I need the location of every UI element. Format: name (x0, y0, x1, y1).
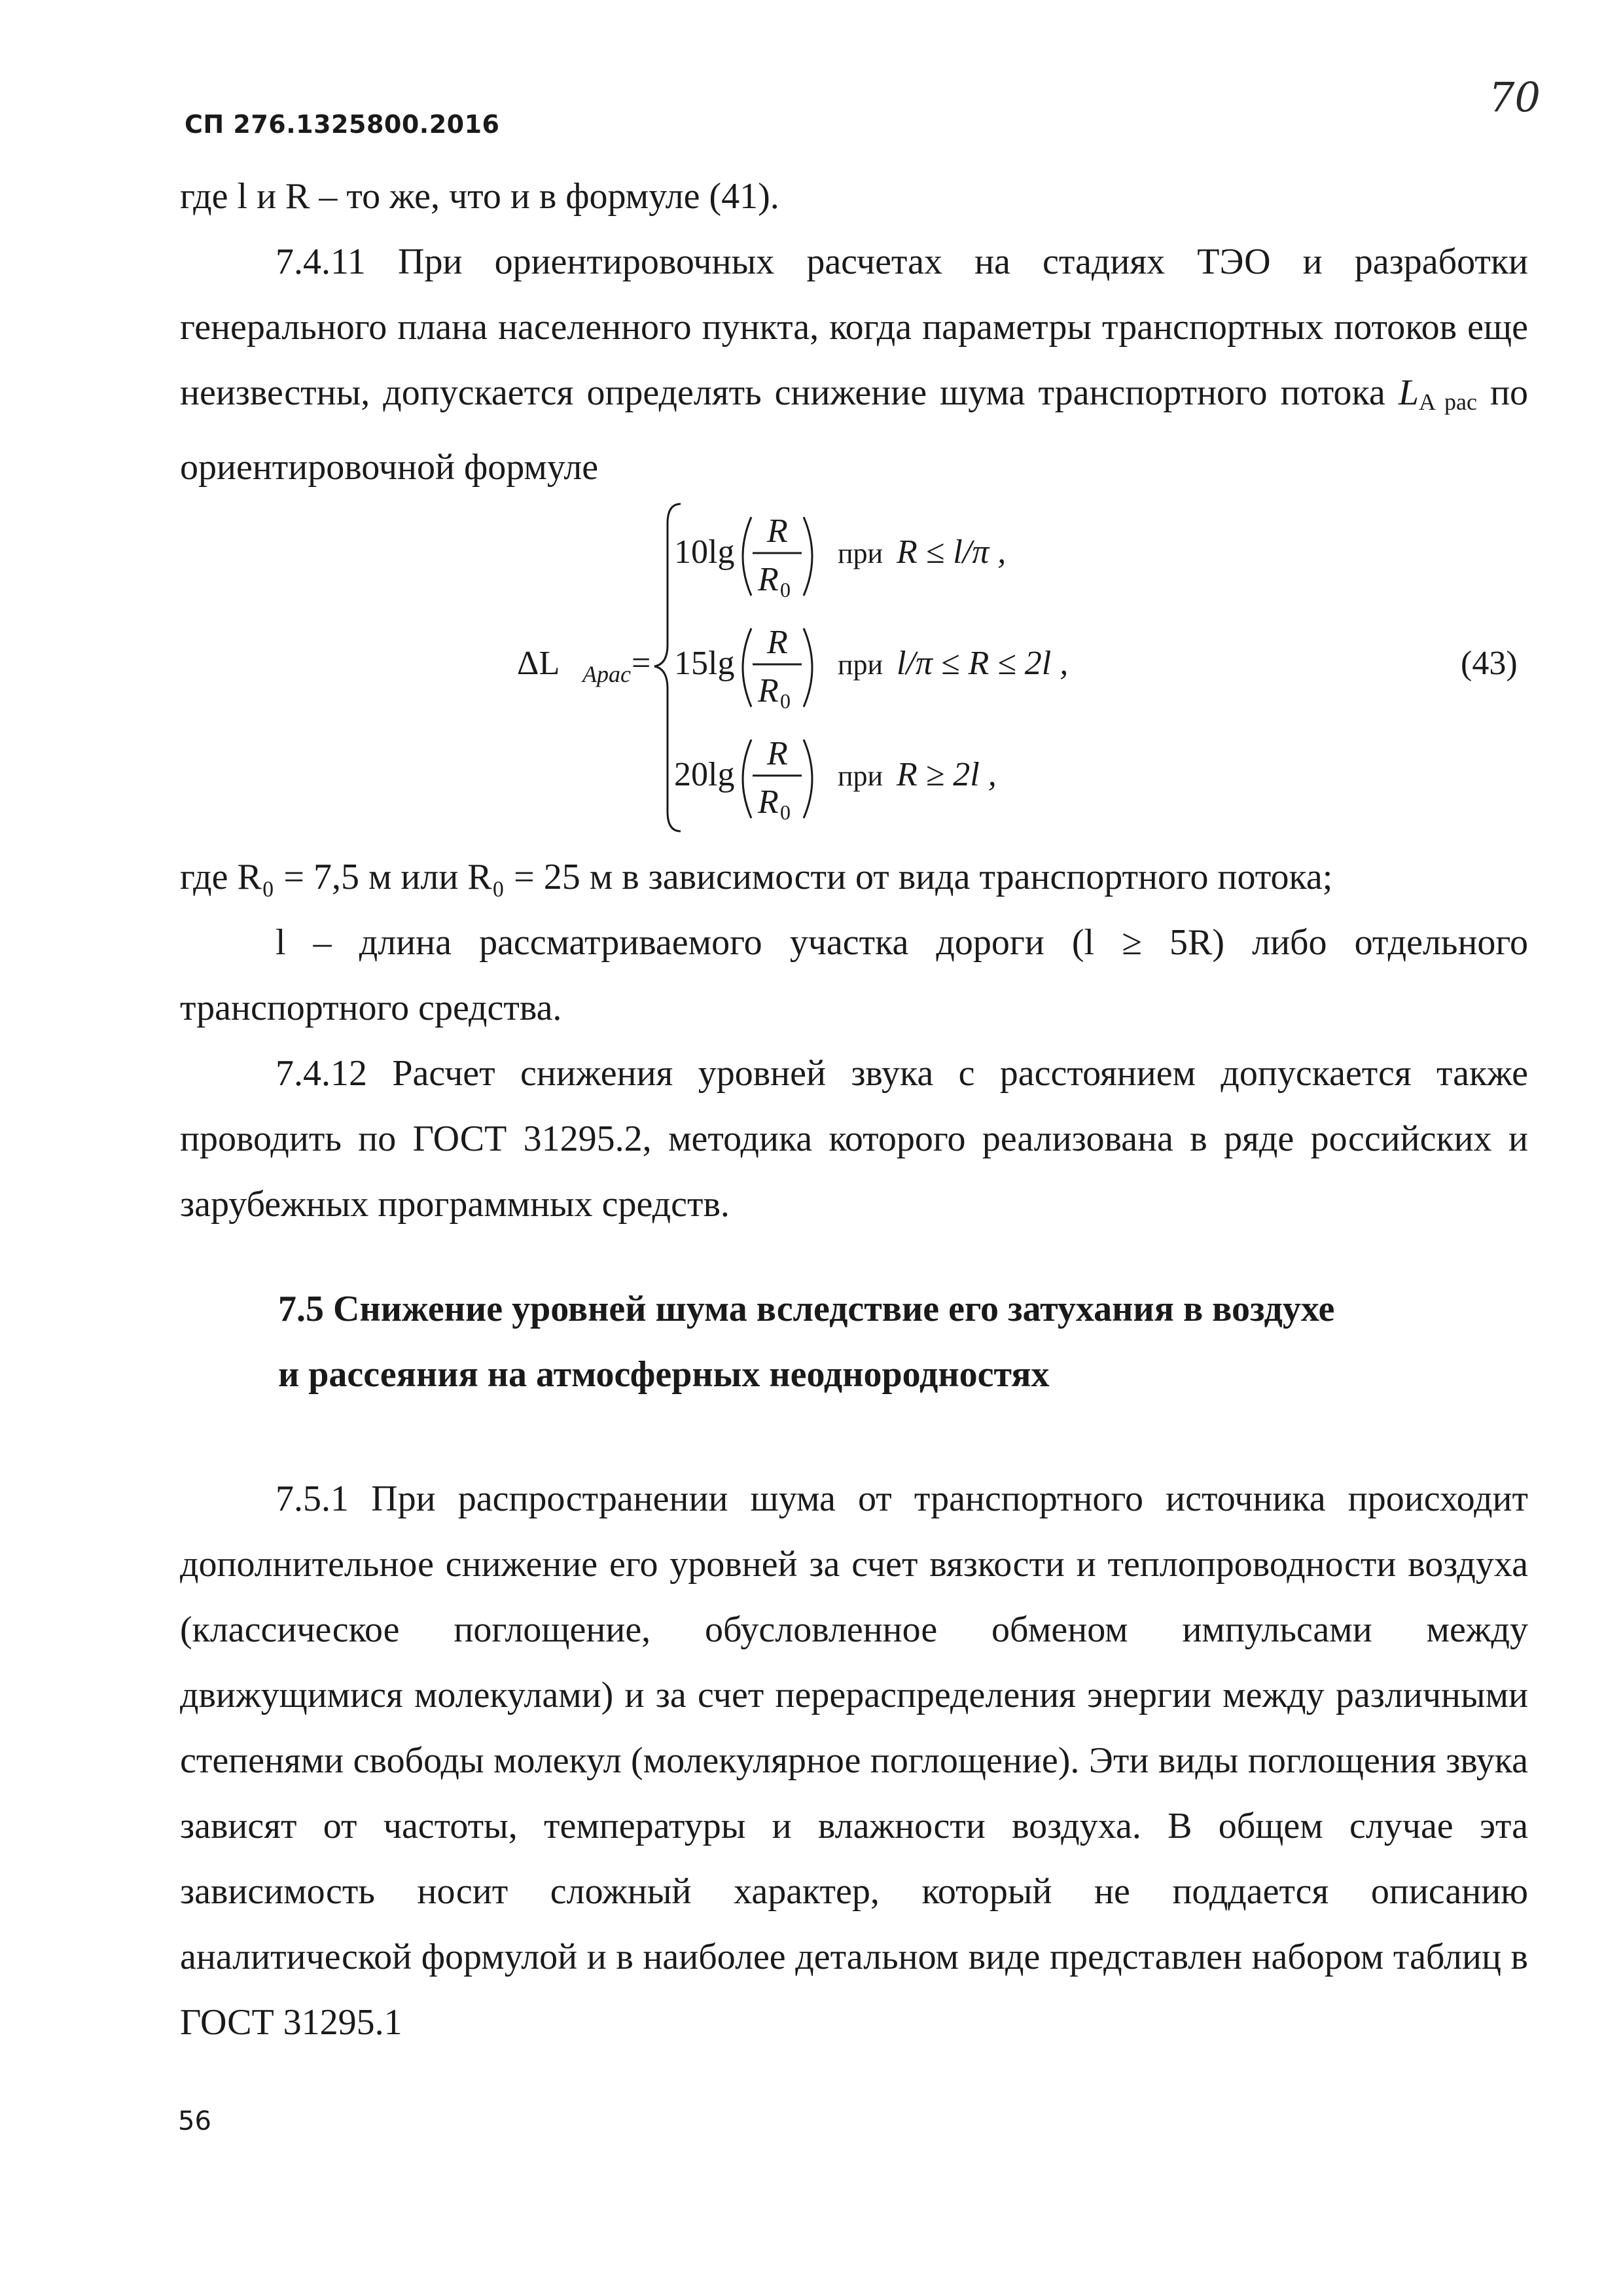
case-3-rparen (804, 740, 812, 818)
case-1-num: R (767, 512, 788, 550)
section-heading-7-5-line-1: 7.5 Снижение уровней шума вследствие его затухания в воздухе (278, 1289, 1335, 1329)
case-1-coef: 10lg (674, 533, 735, 571)
symbol-la: L (1398, 372, 1419, 413)
where-text: где l и R – то же, что и в формуле (41). (180, 176, 779, 217)
case-3-den: R (758, 783, 779, 821)
case-1-cond: R ≤ l/π , (897, 533, 1007, 571)
paragraph-7-4-12 (180, 1041, 1528, 1237)
where-r0: где R₀ = 7,5 м или R₀ = 25 м в зависимости от вида транспортного потока; (180, 857, 1333, 897)
case-2-cond-word: при (838, 649, 883, 681)
paragraph-7-5-1 (180, 1466, 1528, 2055)
document-code-header: СП 276.1325800.2016 (185, 110, 500, 139)
case-2-coef: 15lg (674, 645, 735, 682)
equation-number: (43) (1461, 645, 1518, 682)
case-1-den-sub: 0 (780, 578, 791, 601)
paragraph-7-4-11-lead: 7.4.11 При ориентировочных расчетах на стадиях ТЭО и разработки генерального плана населенного пункта, когда параметры транспортных потоков еще неизвестны, допускается определять снижение шума транспортного потока (180, 242, 1528, 413)
case-2-cond: l/π ≤ R ≤ 2l , (897, 645, 1069, 682)
where-line-41 (180, 164, 1528, 229)
case-2-lparen (743, 628, 751, 707)
handwritten-page-number: 70 (1489, 73, 1541, 121)
formula-43 (0, 497, 1623, 838)
formula-lhs-sub: Aрас (582, 661, 631, 687)
case-2-den-sub: 0 (780, 689, 791, 713)
paragraph-7-4-11-tail: по ориентировочной формуле (180, 372, 1529, 488)
section-heading-7-5-line-2: и рассеяния на атмосферных неоднородностях (278, 1354, 1050, 1395)
case-1-den: R (758, 561, 779, 598)
formula-equals: = (632, 645, 651, 682)
formula-case-3 (674, 735, 997, 824)
formula-case-1 (674, 512, 1006, 601)
formula-case-2 (674, 624, 1068, 713)
case-2-rparen (804, 628, 812, 707)
page-number: 56 (178, 2106, 211, 2136)
case-3-coef: 20lg (674, 756, 735, 793)
paragraph-7-4-11 (180, 229, 1528, 500)
paragraph-7-5-1-text: 7.5.1 При распространении шума от транспортного источника происходит дополнительное снижение его уровней за счет вязкости и теплопроводности воздуха (классическое поглощение, обусловленное обменом импульсами между движущимися молекулами) и за счет перераспределения энергии между различными степенями свободы молекул (молекулярное поглощение). Эти виды поглощения звука зависят от частоты, температуры и влажности воздуха. В общем случае эта зависимость носит сложный характер, который не поддается описанию аналитической формулой и в наиболее детальном виде представлен набором таблиц в ГОСТ 31295.1 (180, 1479, 1528, 2043)
case-1-lparen (743, 517, 751, 596)
where-l: l – длина рассматриваемого участка дороги (l ≥ 5R) либо отдельного транспортного средства. (180, 922, 1528, 1028)
case-2-den: R (758, 672, 779, 709)
case-3-lparen (743, 740, 751, 818)
case-3-cond-word: при (838, 760, 883, 792)
symbol-la-sub: A рас (1418, 389, 1478, 415)
case-1-cond-word: при (838, 537, 883, 569)
formula-lhs: ΔL (517, 645, 560, 682)
where-r0-block (180, 844, 1528, 1041)
case-3-cond: R ≥ 2l , (897, 756, 997, 793)
formula-svg (0, 497, 1623, 838)
case-2-num: R (767, 624, 788, 661)
case-3-num: R (767, 735, 788, 772)
case-3-den-sub: 0 (780, 800, 791, 824)
case-1-rparen (804, 517, 812, 596)
paragraph-7-4-12-text: 7.4.12 Расчет снижения уровней звука с расстоянием допускается также проводить по ГОСТ 31295.2, методика которого реализована в ряде российских и зарубежных программных средств. (180, 1053, 1528, 1225)
